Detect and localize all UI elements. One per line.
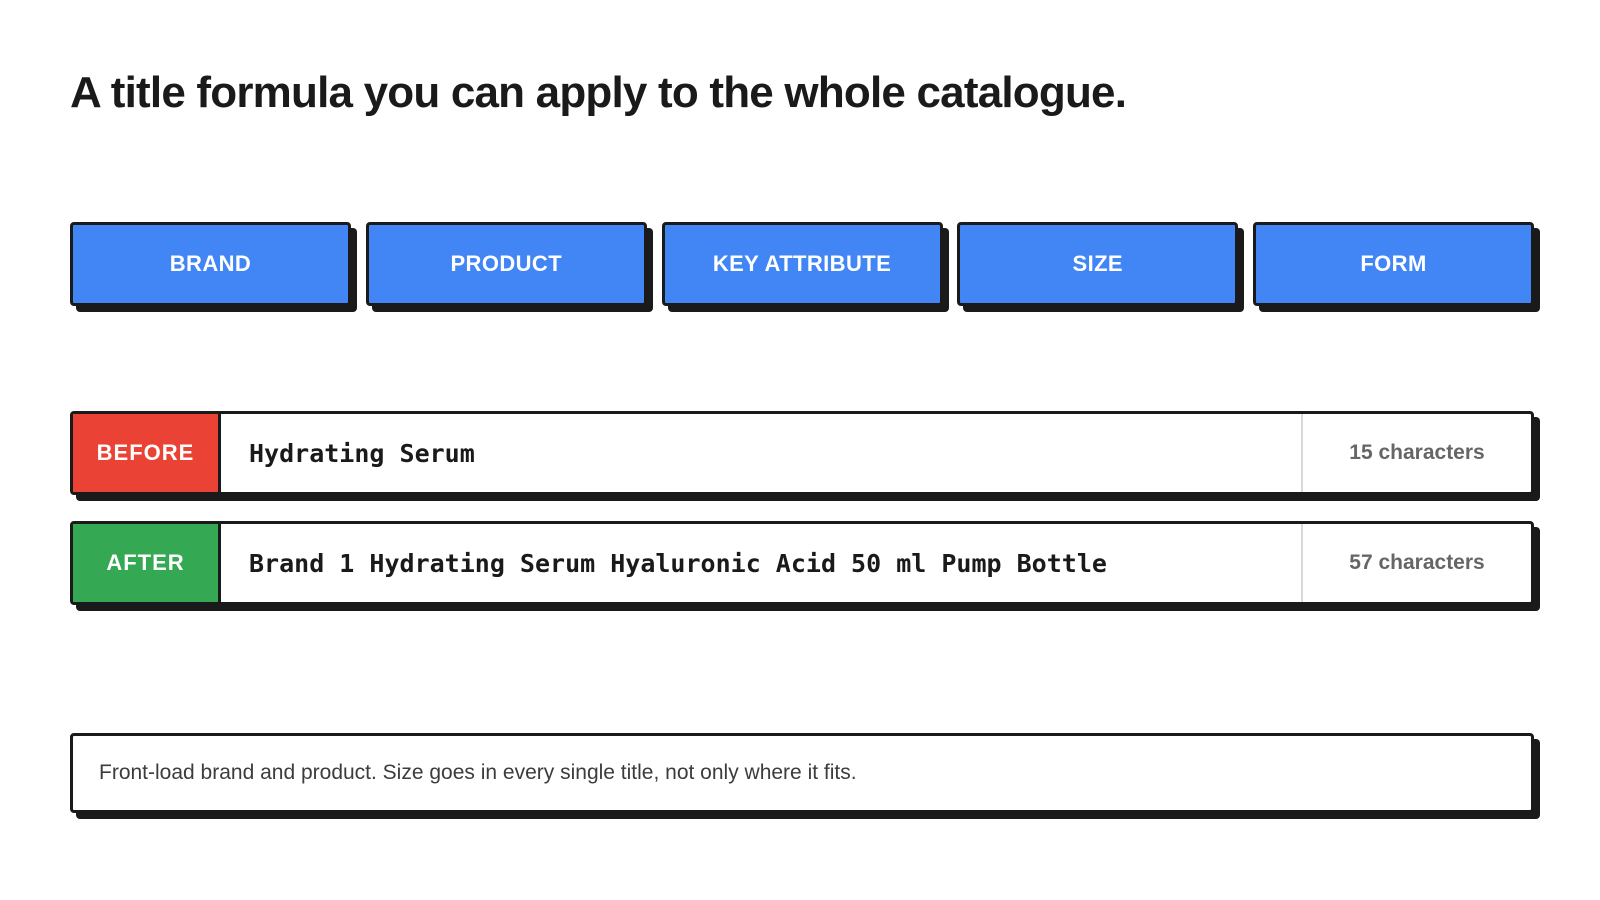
formula-part-key-attribute: KEY ATTRIBUTE [662, 222, 943, 306]
before-character-count: 15 characters [1301, 414, 1531, 492]
before-tag: BEFORE [73, 414, 221, 492]
formula-part-size: SIZE [957, 222, 1238, 306]
tip-note: Front-load brand and product. Size goes in every single title, not only where it fits. [70, 733, 1534, 813]
title-formula [70, 222, 1534, 306]
after-character-count: 57 characters [1301, 524, 1531, 602]
formula-part-product: PRODUCT [366, 222, 647, 306]
before-row [70, 411, 1534, 495]
before-title-example: Hydrating Serum [249, 438, 475, 468]
page-title: A title formula you can apply to the whole catalogue. [70, 68, 1127, 117]
after-tag: AFTER [73, 524, 221, 602]
after-row [70, 521, 1534, 605]
after-title-example: Brand 1 Hydrating Serum Hyaluronic Acid 50 ml Pump Bottle [249, 548, 1107, 578]
formula-part-form: FORM [1253, 222, 1534, 306]
formula-part-brand: BRAND [70, 222, 351, 306]
